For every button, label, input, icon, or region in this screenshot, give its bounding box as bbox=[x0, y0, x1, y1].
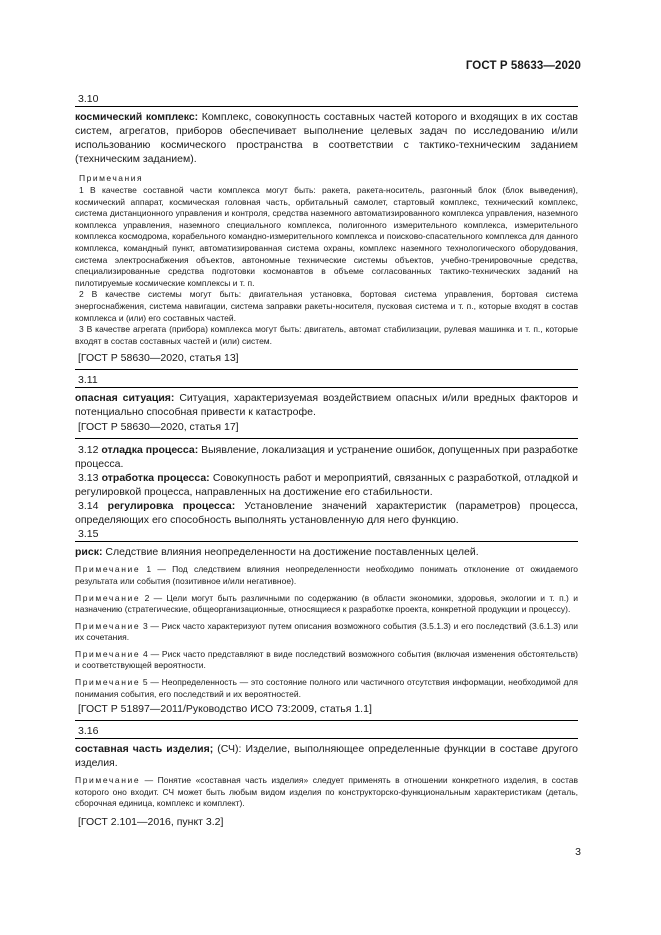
note-2 bbox=[75, 593, 578, 616]
source-reference: [ГОСТ Р 51897—2011/Руководство ИСО 73:2009, статья 1.1] bbox=[78, 703, 372, 716]
note-number: 1 bbox=[140, 564, 152, 575]
clause-number: 3.13 bbox=[78, 472, 102, 485]
clause-number: 3.12 bbox=[78, 444, 102, 457]
note-label: Примечание bbox=[75, 564, 141, 575]
clause-number: 3.11 bbox=[78, 374, 98, 387]
term-name: риск: bbox=[75, 546, 103, 559]
note-text: — Под следствием влияния неопределенности необходимо понимать отклонение от ожидаемого результата или события (позитивное и/или негативное). bbox=[75, 564, 579, 586]
note bbox=[75, 775, 578, 810]
term-name: составная часть изделия; bbox=[75, 743, 214, 756]
term-entry bbox=[75, 545, 578, 559]
note-text: — Риск часто представляют в виде последствий возможного события (включая изменения обстоятельств) и соответствующей вероятности. bbox=[75, 648, 578, 671]
note-3: 3 В качестве агрегата (прибора) комплекса могут быть: двигатель, автомат стабилизации, рулевая машинка и т. п., которые входят в состав составных частей и (или) систем. bbox=[75, 324, 578, 346]
term-definition: Установление значений характеристик (параметров) процесса, определяющих его способность выполнять установленную для него функцию. bbox=[75, 500, 579, 527]
note-label: Примечание bbox=[75, 648, 141, 659]
clause-3-12 bbox=[75, 443, 578, 471]
notes-heading: Примечания bbox=[79, 173, 144, 183]
note-2: 2 В качестве системы могут быть: двигательная установка, бортовая система управления, бортовая система энергоснабжения, система навигации, система заправки ракеты-носителя, пусковая система и т. п., которые входят в состав комплекса и (или) его составных частей. bbox=[75, 289, 578, 323]
term-definition: Следствие влияния неопределенности на достижение поставленных целей. bbox=[102, 546, 479, 559]
source-reference: [ГОСТ 2.101—2016, пункт 3.2] bbox=[78, 816, 224, 829]
note-number: 4 bbox=[140, 648, 148, 659]
term-box-3-16 bbox=[75, 738, 578, 833]
term-definition: Совокупность работ и мероприятий, связанных с разработкой, отладкой и регулировкой процесса, направленных на достижение его стабильности. bbox=[75, 472, 578, 499]
clause-number: 3.14 bbox=[78, 500, 108, 513]
note-number: 3 bbox=[140, 620, 148, 631]
note-label: Примечание bbox=[75, 592, 141, 603]
note-text: — Риск часто характеризуют путем описания возможного события (3.5.1.3) и его последствий (3.6.1.3) или их сочетания. bbox=[75, 620, 578, 643]
term-definition: Комплекс, совокупность составных частей которого и входящих в их состав систем, агрегатов, приборов обеспечивает выполнение целевых задач по исследованию и/или использованию космического пространства в соответствии с тактико-техническим заданием (техническим заданием). bbox=[75, 111, 578, 165]
note-label: Примечание bbox=[75, 677, 141, 688]
term-name: отладка процесса: bbox=[101, 444, 199, 457]
note-text: — Понятие «составная часть изделия» следует применять в отношении конкретного изделия, в состав которого оно входит. СЧ может быть любым видом изделия по конструкторско-функциональным характеристикам (деталь, сборочная единица, комплекс и комплект). bbox=[75, 775, 578, 809]
note-1: 1 В качестве составной части комплекса могут быть: ракета, ракета-носитель, разгонный блок (блок выведения), космический аппарат, космическая головная часть, орбитальный самолет, стартовый комплекс, технический комплекс, система дистанционного управления и контроля, средства наземного автоматизированного комплекса управления, наземного комплекса управления, наземного специального комплекса, полигонного измерительного комплекса, измерительного комплекса космодрома, корабельного командно-измерительного комплекса и поисково-спасательного комплекса для данного комплекса, командный пункт, автоматизированная система охраны, комплекс наземного технологического оборудования, система электроснабжения объектов, автономные технические системы объектов, учебно-тренировочные средства, специализированные средства подготовки космонавтов в объеме согласованных тактико-технических заданий на пилотируемые космические комплексы и т. п. bbox=[75, 185, 578, 288]
source-reference: [ГОСТ Р 58630—2020, статья 17] bbox=[78, 421, 239, 434]
document-body bbox=[75, 92, 578, 833]
term-box-3-11 bbox=[75, 387, 578, 439]
term-box-3-10 bbox=[75, 106, 578, 370]
term-name: регулировка процесса: bbox=[107, 500, 236, 513]
term-name: космический комплекс: bbox=[75, 111, 199, 123]
term-definition: Ситуация, характеризуемая воздействием опасных и/или вредных факторов и потенциально способная привести к катастрофе. bbox=[75, 392, 579, 419]
clause-number: 3.16 bbox=[78, 725, 99, 738]
note-3 bbox=[75, 621, 578, 644]
source-reference: [ГОСТ Р 58630—2020, статья 13] bbox=[78, 352, 239, 365]
term-name: опасная ситуация: bbox=[75, 392, 175, 405]
note-number: 5 bbox=[140, 677, 148, 688]
note-1 bbox=[75, 564, 578, 587]
clause-3-14 bbox=[75, 499, 578, 527]
clause-3-13 bbox=[75, 471, 578, 499]
term-entry bbox=[75, 110, 578, 166]
note-text: — Цели могут быть различными по содержанию (в области экономики, здоровья, экологии и т. п.) и назначению (стратегические, общеорганизационные, относящиеся к разработке проекта, конкретной продукции и процессу). bbox=[75, 592, 578, 615]
term-name: отработка процесса: bbox=[101, 472, 210, 485]
note-label: Примечание bbox=[75, 775, 141, 786]
note-5 bbox=[75, 677, 578, 700]
note-4 bbox=[75, 649, 578, 672]
term-definition: (СЧ): Изделие, выполняющее определенные функции в составе другого изделия. bbox=[75, 743, 579, 770]
clause-number: 3.15 bbox=[78, 528, 99, 541]
page-number: 3 bbox=[575, 846, 581, 858]
term-entry bbox=[75, 742, 578, 770]
document-header: ГОСТ Р 58633—2020 bbox=[465, 60, 581, 72]
note-number: 2 bbox=[140, 592, 150, 603]
note-text: — Неопределенность — это состояние полного или частичного отсутствия информации, необходимой для понимания события, его последствий и их вероятностей. bbox=[75, 677, 578, 699]
term-definition: Выявление, локализация и устранение ошибок, допущенных при разработке процесса. bbox=[75, 444, 579, 471]
term-box-3-15 bbox=[75, 541, 578, 721]
note-label: Примечание bbox=[75, 620, 141, 631]
clause-number: 3.10 bbox=[78, 93, 99, 105]
term-entry bbox=[75, 391, 578, 419]
